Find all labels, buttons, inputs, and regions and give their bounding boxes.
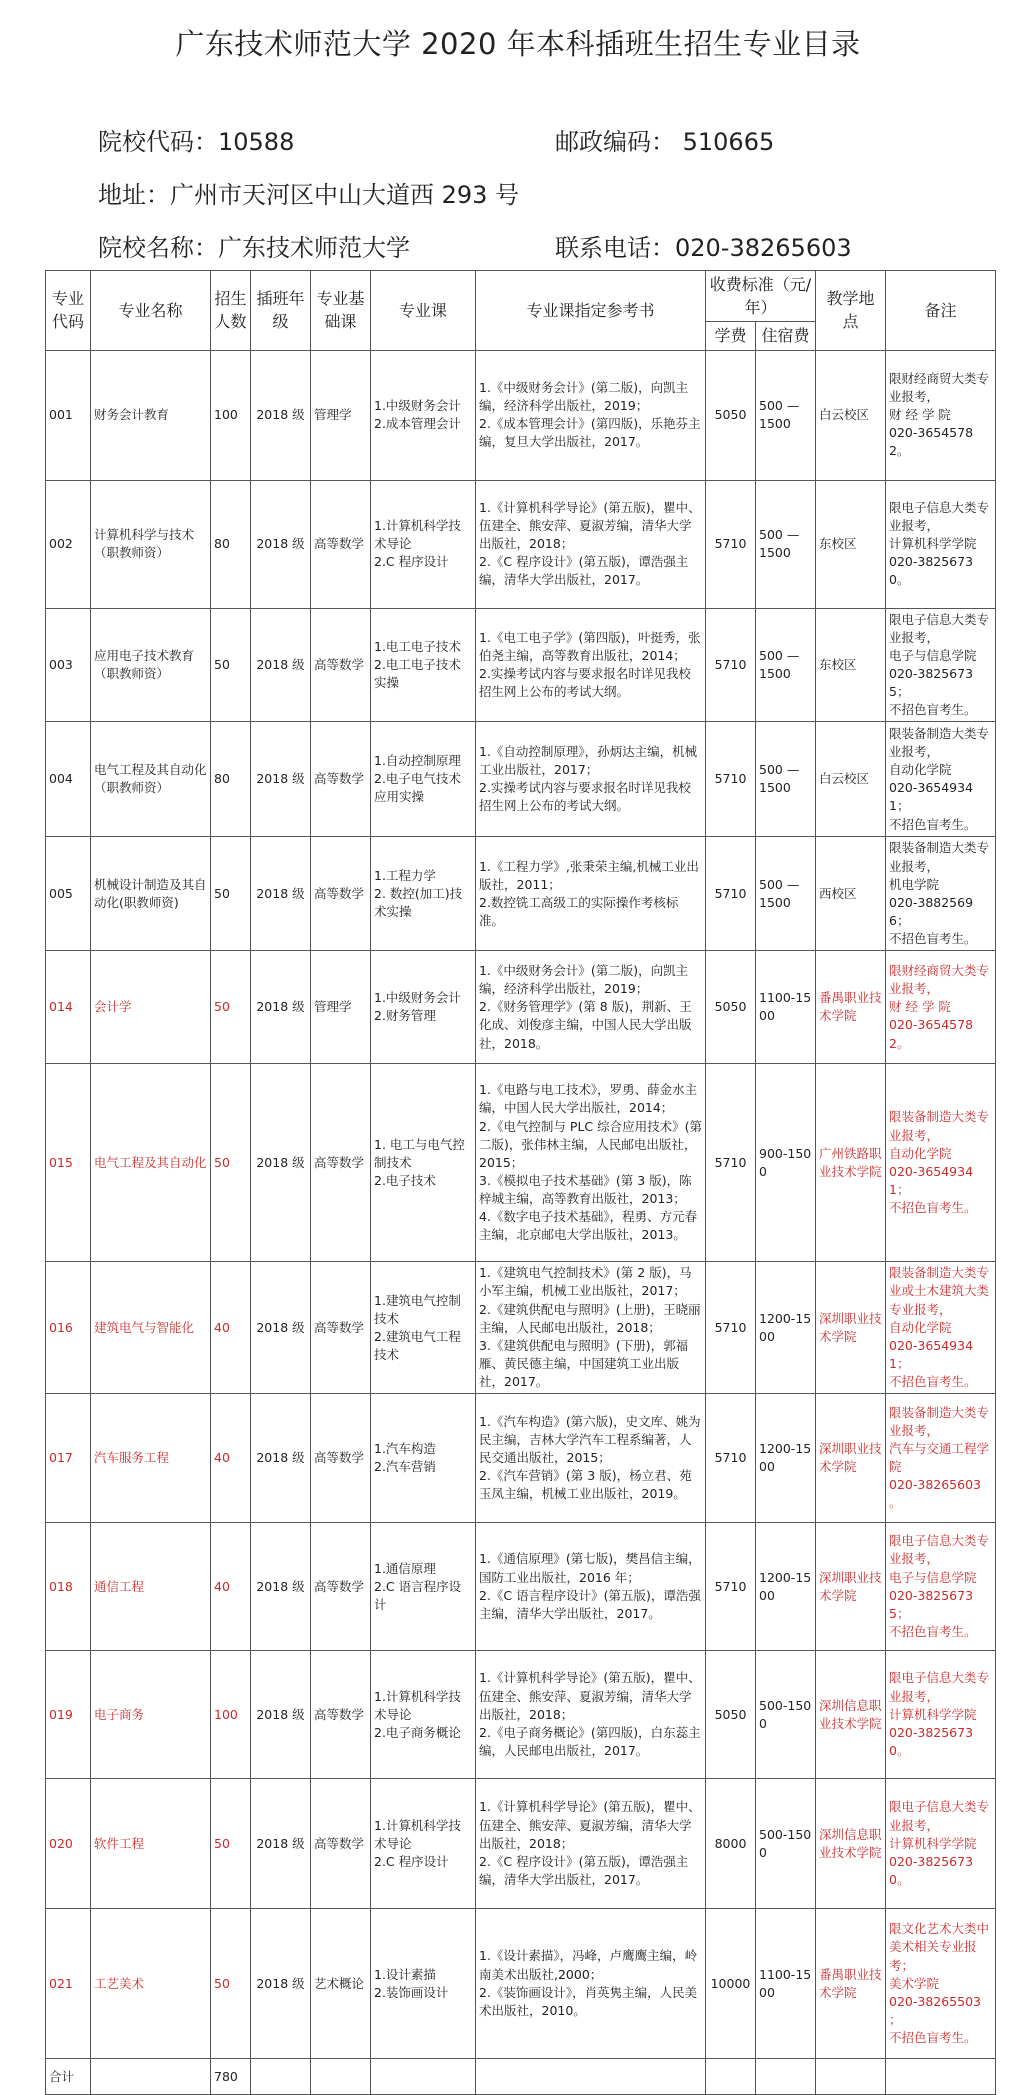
- cell-name: 通信工程: [91, 1523, 211, 1651]
- cell-note: 限装备制造大类专业报考， 自动化学院 020-36549341； 不招色盲考生。: [886, 722, 996, 837]
- header-name: 专业名称: [91, 271, 211, 351]
- cell-note: 限电子信息大类专业报考， 电子与信息学院 020-38256735； 不招色盲考生。: [886, 608, 996, 722]
- table-row: [46, 1523, 996, 1651]
- cell-course: 1.计算机科学技术导论 2.电子商务概论: [371, 1651, 476, 1779]
- table-row: [46, 1779, 996, 1909]
- cell-location: 深圳信息职业技术学院: [816, 1779, 886, 1909]
- cell-tuition: 10000: [706, 1909, 756, 2059]
- cell-dorm: 500 — 1500: [756, 722, 816, 837]
- cell-dorm: 1100-1500: [756, 1909, 816, 2059]
- cell-code: 020: [46, 1779, 91, 1909]
- cell-course: 1.电工电子技术 2.电工电子技术实操: [371, 608, 476, 722]
- cell-code: 001: [46, 350, 91, 480]
- cell-code: 005: [46, 837, 91, 951]
- cell-basic: 高等数学: [311, 608, 371, 722]
- cell-note: 限装备制造大类专业报考， 自动化学院 020-36549341； 不招色盲考生。: [886, 1064, 996, 1262]
- cell-grade: 2018 级: [251, 1262, 311, 1394]
- cell-basic: 高等数学: [311, 1394, 371, 1523]
- cell-code: 002: [46, 480, 91, 608]
- cell-grade: 2018 级: [251, 1394, 311, 1523]
- table-row: [46, 1064, 996, 1262]
- cell-dorm: 500 — 1500: [756, 350, 816, 480]
- cell-course: 1.工程力学 2. 数控(加工)技术实操: [371, 837, 476, 951]
- cell-basic: 高等数学: [311, 837, 371, 951]
- total-empty: [816, 2059, 886, 2095]
- cell-note: 限电子信息大类专业报考， 计算机科学学院 020-38256730。: [886, 1651, 996, 1779]
- total-empty: [251, 2059, 311, 2095]
- cell-location: 东校区: [816, 480, 886, 608]
- cell-code: 014: [46, 951, 91, 1064]
- cell-name: 软件工程: [91, 1779, 211, 1909]
- cell-enroll: 40: [211, 1394, 251, 1523]
- cell-grade: 2018 级: [251, 1064, 311, 1262]
- cell-books: 1.《电工电子学》(第四版)，叶挺秀，张伯尧主编，高等教育出版社，2014； 2.实操考试内容与要求报名时详见我校招生网上公布的考试大纲。: [476, 608, 706, 722]
- cell-dorm: 500-1500: [756, 1651, 816, 1779]
- cell-enroll: 40: [211, 1523, 251, 1651]
- cell-course: 1.通信原理 2.C 语言程序设计: [371, 1523, 476, 1651]
- total-empty: [886, 2059, 996, 2095]
- cell-basic: 高等数学: [311, 480, 371, 608]
- cell-location: 深圳职业技术学院: [816, 1262, 886, 1394]
- cell-location: 番禺职业技术学院: [816, 951, 886, 1064]
- cell-books: 1.《工程力学》,张秉荣主编,机械工业出版社，2011； 2.数控铣工高级工的实际操作考核标准。: [476, 837, 706, 951]
- cell-tuition: 5710: [706, 722, 756, 837]
- cell-enroll: 80: [211, 480, 251, 608]
- cell-note: 限电子信息大类专业报考， 计算机科学学院 020-38256730。: [886, 480, 996, 608]
- cell-books: 1.《自动控制原理》，孙炳达主编，机械工业出版社，2017； 2.实操考试内容与要求报名时详见我校招生网上公布的考试大纲。: [476, 722, 706, 837]
- table-row: [46, 350, 996, 480]
- cell-tuition: 5710: [706, 1523, 756, 1651]
- cell-note: 限电子信息大类专业报考， 计算机科学学院 020-38256730。: [886, 1779, 996, 1909]
- cell-enroll: 40: [211, 1262, 251, 1394]
- cell-dorm: 500 — 1500: [756, 837, 816, 951]
- header-fee: 收费标准（元/年）: [706, 271, 816, 322]
- cell-name: 汽车服务工程: [91, 1394, 211, 1523]
- total-empty: [706, 2059, 756, 2095]
- cell-books: 1.《中级财务会计》(第二版)，向凯主编，经济科学出版社，2019； 2.《成本管理会计》(第四版)，乐艳芬主编，复旦大学出版社，2017。: [476, 350, 706, 480]
- cell-note: 限财经商贸大类专业报考， 财 经 学 院 020-36545782。: [886, 951, 996, 1064]
- cell-dorm: 1200-1500: [756, 1523, 816, 1651]
- school-code: 院校代码：10588: [98, 128, 295, 156]
- cell-books: 1.《电路与电工技术》，罗勇、薛金水主编，中国人民大学出版社，2014； 2.《电气控制与 PLC 综合应用技术》(第二版)，张伟林主编，人民邮电出版社，2015； 3.《模拟电子技术基础》(第 3 版)，陈梓城主编，高等教育出版社，2013； 4.《数字电子技术基础》，程勇、方元春主编，北京邮电大学出版社，2013。: [476, 1064, 706, 1262]
- cell-enroll: 50: [211, 608, 251, 722]
- cell-dorm: 500 — 1500: [756, 608, 816, 722]
- school-address: 地址：广州市天河区中山大道西 293 号: [98, 181, 520, 209]
- table-row: [46, 722, 996, 837]
- cell-note: 限装备制造大类专业报考， 机电学院 020-38825696； 不招色盲考生。: [886, 837, 996, 951]
- table-row: [46, 1909, 996, 2059]
- cell-note: 限文化艺术大类中美术相关专业报考； 美术学院 020-38265503 ； 不招色盲考生。: [886, 1909, 996, 2059]
- cell-basic: 高等数学: [311, 1779, 371, 1909]
- cell-course: 1.计算机科学技术导论 2.C 程序设计: [371, 1779, 476, 1909]
- header-row: [46, 271, 996, 322]
- cell-location: 白云校区: [816, 350, 886, 480]
- cell-name: 电气工程及其自动化: [91, 1064, 211, 1262]
- cell-books: 1.《汽车构造》(第六版)，史文库、姚为民主编，吉林大学汽车工程系编著，人民交通出版社，2015； 2.《汽车营销》(第 3 版)，杨立君、苑玉凤主编，机械工业出版社，2019。: [476, 1394, 706, 1523]
- cell-note: 限装备制造大类专业报考， 汽车与交通工程学院 020-38265603 。: [886, 1394, 996, 1523]
- cell-course: 1.汽车构造 2.汽车营销: [371, 1394, 476, 1523]
- cell-code: 021: [46, 1909, 91, 2059]
- postal-code: 邮政编码： 510665: [555, 128, 775, 156]
- cell-basic: 艺术概论: [311, 1909, 371, 2059]
- cell-tuition: 8000: [706, 1779, 756, 1909]
- header-dorm: 住宿费: [756, 322, 816, 350]
- header-enroll: 招生人数: [211, 271, 251, 351]
- cell-grade: 2018 级: [251, 951, 311, 1064]
- cell-name: 会计学: [91, 951, 211, 1064]
- cell-course: 1.设计素描 2.装饰画设计: [371, 1909, 476, 2059]
- header-books: 专业课指定参考书: [476, 271, 706, 351]
- cell-code: 016: [46, 1262, 91, 1394]
- table-row: [46, 1262, 996, 1394]
- total-label: 合计: [46, 2059, 91, 2095]
- cell-note: 限装备制造大类专业或土木建筑大类专业报考， 自动化学院 020-36549341； 不招色盲考生。: [886, 1262, 996, 1394]
- cell-grade: 2018 级: [251, 1523, 311, 1651]
- header-code: 专业代码: [46, 271, 91, 351]
- total-empty: [756, 2059, 816, 2095]
- cell-course: 1. 电工与电气控制技术 2.电子技术: [371, 1064, 476, 1262]
- page-title: 广东技术师范大学 2020 年本科插班生招生专业目录: [175, 27, 861, 61]
- total-empty: [476, 2059, 706, 2095]
- cell-code: 019: [46, 1651, 91, 1779]
- cell-books: 1.《通信原理》(第七版)，樊昌信主编，国防工业出版社，2016 年； 2.《C 语言程序设计》(第五版)，谭浩强主编，清华大学出版社，2017。: [476, 1523, 706, 1651]
- cell-enroll: 50: [211, 837, 251, 951]
- cell-course: 1.建筑电气控制技术 2.建筑电气工程技术: [371, 1262, 476, 1394]
- cell-note: 限电子信息大类专业报考， 电子与信息学院 020-38256735； 不招色盲考生。: [886, 1523, 996, 1651]
- cell-books: 1.《建筑电气控制技术》(第 2 版)，马小军主编，机械工业出版社，2017； 2.《建筑供配电与照明》(上册)，王晓丽主编，人民邮电出版社，2018； 3.《建筑供配电与照明》(下册)，郭福雁、黄民德主编，中国建筑工业出版社，2017。: [476, 1262, 706, 1394]
- cell-note: 限财经商贸大类专业报考， 财 经 学 院 020-36545782。: [886, 350, 996, 480]
- cell-name: 计算机科学与技术（职教师资）: [91, 480, 211, 608]
- cell-location: 深圳信息职业技术学院: [816, 1651, 886, 1779]
- table-row: [46, 1394, 996, 1523]
- cell-name: 工艺美术: [91, 1909, 211, 2059]
- cell-tuition: 5050: [706, 350, 756, 480]
- cell-tuition: 5050: [706, 951, 756, 1064]
- header-basic: 专业基础课: [311, 271, 371, 351]
- total-empty: [371, 2059, 476, 2095]
- cell-location: 广州铁路职业技术学院: [816, 1064, 886, 1262]
- cell-course: 1.自动控制原理 2.电子电气技术应用实操: [371, 722, 476, 837]
- cell-grade: 2018 级: [251, 1651, 311, 1779]
- contact-phone: 联系电话：020-38265603: [555, 234, 852, 262]
- cell-course: 1.计算机科学技术导论 2.C 程序设计: [371, 480, 476, 608]
- cell-grade: 2018 级: [251, 1779, 311, 1909]
- cell-course: 1.中级财务会计 2.成本管理会计: [371, 350, 476, 480]
- cell-name: 应用电子技术教育（职教师资）: [91, 608, 211, 722]
- header-note: 备注: [886, 271, 996, 351]
- cell-name: 电气工程及其自动化（职教师资）: [91, 722, 211, 837]
- header-grade: 插班年级: [251, 271, 311, 351]
- table-row: [46, 951, 996, 1064]
- cell-dorm: 1200-1500: [756, 1394, 816, 1523]
- cell-grade: 2018 级: [251, 608, 311, 722]
- cell-basic: 高等数学: [311, 1651, 371, 1779]
- cell-tuition: 5710: [706, 1394, 756, 1523]
- cell-books: 1.《计算机科学导论》(第五版)，瞿中、伍建全、熊安萍、夏淑芳编，清华大学出版社，2018； 2.《电子商务概论》(第四版)，白东蕊主编，人民邮电出版社，2017。: [476, 1651, 706, 1779]
- table-row: [46, 608, 996, 722]
- cell-location: 深圳职业技术学院: [816, 1394, 886, 1523]
- cell-enroll: 50: [211, 951, 251, 1064]
- cell-course: 1.中级财务会计 2.财务管理: [371, 951, 476, 1064]
- program-table: [45, 270, 996, 2095]
- cell-tuition: 5710: [706, 480, 756, 608]
- cell-basic: 高等数学: [311, 1064, 371, 1262]
- cell-tuition: 5050: [706, 1651, 756, 1779]
- total-empty: [311, 2059, 371, 2095]
- cell-books: 1.《中级财务会计》(第二版)，向凯主编，经济科学出版社，2019； 2.《财务管理学》(第 8 版)，荆新、王化成、刘俊彦主编，中国人民大学出版社，2018。: [476, 951, 706, 1064]
- cell-enroll: 50: [211, 1064, 251, 1262]
- cell-basic: 高等数学: [311, 722, 371, 837]
- cell-dorm: 500 — 1500: [756, 480, 816, 608]
- cell-dorm: 1200-1500: [756, 1262, 816, 1394]
- cell-code: 017: [46, 1394, 91, 1523]
- cell-name: 机械设计制造及其自动化(职教师资): [91, 837, 211, 951]
- table-row: [46, 480, 996, 608]
- cell-grade: 2018 级: [251, 837, 311, 951]
- header-location: 教学地点: [816, 271, 886, 351]
- cell-tuition: 5710: [706, 837, 756, 951]
- total-enroll: 780: [211, 2059, 251, 2095]
- cell-dorm: 900-1500: [756, 1064, 816, 1262]
- cell-basic: 高等数学: [311, 1523, 371, 1651]
- cell-dorm: 500-1500: [756, 1779, 816, 1909]
- school-name: 院校名称：广东技术师范大学: [98, 234, 410, 262]
- cell-code: 003: [46, 608, 91, 722]
- header-course: 专业课: [371, 271, 476, 351]
- table-row: [46, 1651, 996, 1779]
- total-row: [46, 2059, 996, 2095]
- cell-grade: 2018 级: [251, 480, 311, 608]
- cell-grade: 2018 级: [251, 722, 311, 837]
- cell-basic: 管理学: [311, 951, 371, 1064]
- cell-basic: 管理学: [311, 350, 371, 480]
- cell-tuition: 5710: [706, 608, 756, 722]
- cell-tuition: 5710: [706, 1262, 756, 1394]
- cell-grade: 2018 级: [251, 350, 311, 480]
- cell-code: 004: [46, 722, 91, 837]
- cell-enroll: 50: [211, 1909, 251, 2059]
- cell-location: 番禺职业技术学院: [816, 1909, 886, 2059]
- cell-grade: 2018 级: [251, 1909, 311, 2059]
- cell-location: 东校区: [816, 608, 886, 722]
- header-tuition: 学费: [706, 322, 756, 350]
- cell-location: 白云校区: [816, 722, 886, 837]
- cell-books: 1.《设计素描》，冯峰，卢鹰鹰主编，岭南美术出版社,2000； 2.《装饰画设计》，肖英隽主编，人民美术出版社，2010。: [476, 1909, 706, 2059]
- cell-code: 018: [46, 1523, 91, 1651]
- cell-books: 1.《计算机科学导论》(第五版)，瞿中、伍建全、熊安萍、夏淑芳编，清华大学出版社，2018； 2.《C 程序设计》(第五版)，谭浩强主编，清华大学出版社，2017。: [476, 1779, 706, 1909]
- cell-enroll: 100: [211, 350, 251, 480]
- cell-enroll: 50: [211, 1779, 251, 1909]
- cell-enroll: 100: [211, 1651, 251, 1779]
- cell-code: 015: [46, 1064, 91, 1262]
- cell-name: 建筑电气与智能化: [91, 1262, 211, 1394]
- cell-dorm: 1100-1500: [756, 951, 816, 1064]
- cell-basic: 高等数学: [311, 1262, 371, 1394]
- cell-books: 1.《计算机科学导论》(第五版)，瞿中、伍建全、熊安萍、夏淑芳编，清华大学出版社，2018； 2.《C 程序设计》(第五版)，谭浩强主编，清华大学出版社，2017。: [476, 480, 706, 608]
- cell-location: 深圳职业技术学院: [816, 1523, 886, 1651]
- total-spacer: [91, 2059, 211, 2095]
- cell-name: 财务会计教育: [91, 350, 211, 480]
- cell-enroll: 80: [211, 722, 251, 837]
- cell-location: 西校区: [816, 837, 886, 951]
- table-row: [46, 837, 996, 951]
- cell-tuition: 5710: [706, 1064, 756, 1262]
- cell-name: 电子商务: [91, 1651, 211, 1779]
